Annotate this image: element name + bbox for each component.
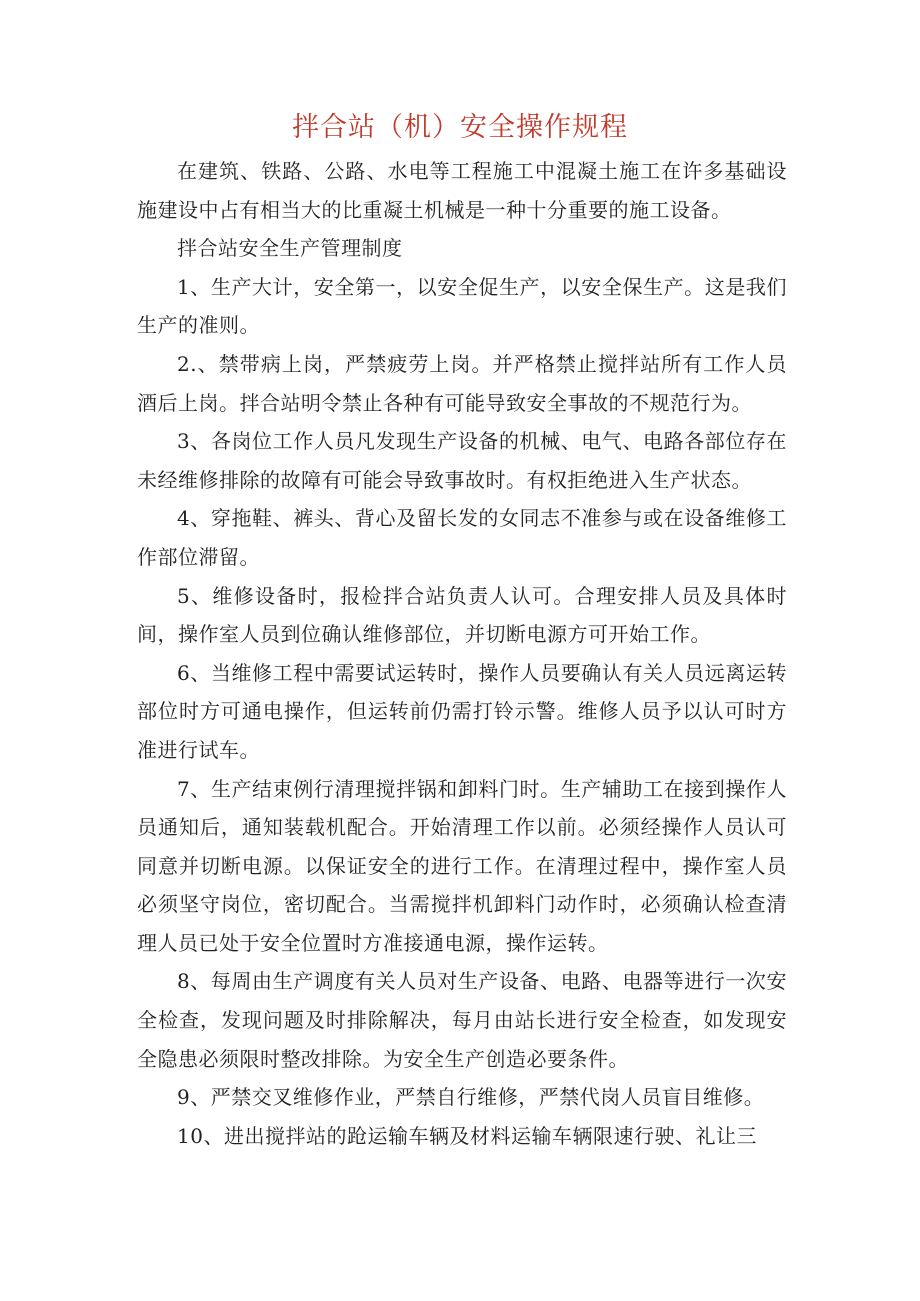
paragraph-item-9: 9、严禁交叉维修作业，严禁自行维修，严禁代岗人员盲目维修。	[177, 1085, 765, 1110]
document-body	[137, 152, 787, 1155]
paragraph-item-7: 7、生产结束例行清理搅拌锅和卸料门时。生产辅助工在接到操作人员通知后，通知装载机配合。开始清理工作以前。必须经操作人员认可同意并切断电源。以保证安全的进行工作。在清理过程中，操作室人员必须坚守岗位，密切配合。当需搅拌机卸料门动作时，必须确认检查清理人员已处于安全位置时方准接通电源，操作运转。	[137, 776, 787, 955]
paragraph-item-6: 6、当维修工程中需要试运转时，操作人员要确认有关人员远离运转部位时方可通电操作，但运转前仍需打铃示警。维修人员予以认可时方准进行试车。	[137, 660, 787, 762]
paragraph-item-5: 5、维修设备时，报检拌合站负责人认可。合理安排人员及具体时间，操作室人员到位确认维修部位，并切断电源方可开始工作。	[137, 583, 787, 647]
paragraph-intro: 在建筑、铁路、公路、水电等工程施工中混凝土施工在许多基础设施建设中占有相当大的比重凝土机械是一种十分重要的施工设备。	[137, 159, 787, 222]
paragraph-item-2: 2.、禁带病上岗，严禁疲劳上岗。并严格禁止搅拌站所有工作人员酒后上岗。拌合站明令禁止各种有可能导致安全事故的不规范行为。	[137, 351, 787, 415]
paragraph-item-3: 3、各岗位工作人员凡发现生产设备的机械、电气、电路各部位存在未经维修排除的故障有可能会导致事故时。有权拒绝进入生产状态。	[137, 429, 787, 492]
document-title: 拌合站（机）安全操作规程	[292, 112, 628, 143]
paragraph-item-1: 1、生产大计，安全第一，以安全促生产，以安全保生产。这是我们生产的准则。	[137, 274, 787, 338]
paragraph-item-4: 4、穿拖鞋、裤头、背心及留长发的女同志不准参与或在设备维修工作部位滞留。	[137, 506, 787, 569]
section-heading: 拌合站安全生产管理制度	[177, 236, 403, 261]
paragraph-item-8: 8、每周由生产调度有关人员对生产设备、电路、电器等进行一次安全检查，发现问题及时排除解决，每月由站长进行安全检查，如发现安全隐患必须限时整改排除。为安全生产创造必要条件。	[137, 969, 787, 1071]
paragraph-item-10: 10、进出搅拌站的跄运输车辆及材料运输车辆限速行驶、礼让三	[177, 1123, 757, 1148]
